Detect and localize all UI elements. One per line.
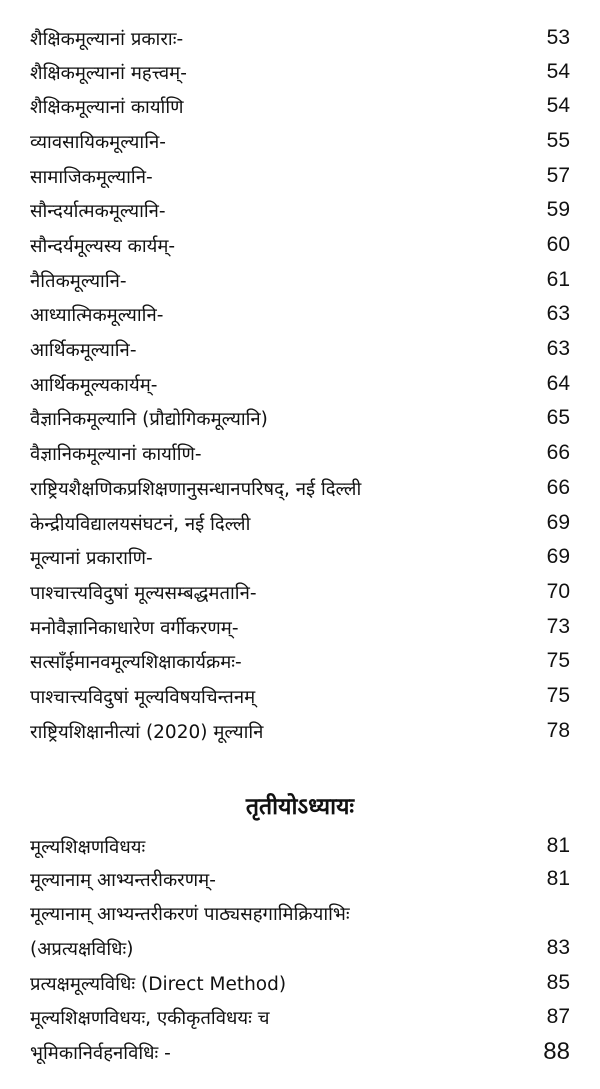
toc-entry-page: 53 — [546, 26, 570, 49]
toc-entry-page: 69 — [546, 545, 570, 568]
toc-entry — [30, 263, 570, 297]
toc-entry-title: राष्ट्रियशैक्षणिकप्रशिक्षणानुसन्धानपरिषद्, नई दिल्ली — [30, 478, 362, 500]
toc-entry-title: शैक्षिकमूल्यानां कार्याणि — [30, 96, 184, 118]
toc-entry — [30, 644, 570, 678]
toc-entry-title: नैतिकमूल्यानि- — [30, 270, 127, 292]
toc-entry-title: व्यावसायिकमूल्यानि- — [30, 131, 166, 153]
toc-entry-title: सत्साँईमानवमूल्यशिक्षाकार्यक्रमः- — [30, 651, 242, 673]
toc-entry-page: 60 — [546, 233, 570, 256]
toc-entry — [30, 89, 570, 123]
toc-entry-page: 70 — [546, 580, 570, 603]
toc-entry-title: मूल्यानां प्रकाराणि- — [30, 547, 153, 569]
chapter-heading: तृतीयोऽध्यायः — [245, 794, 355, 820]
toc-entry-title: पाश्चात्त्यविदुषां मूल्यसम्बद्धमतानि- — [30, 582, 257, 604]
toc-entry-page: 65 — [546, 406, 570, 429]
toc-entry — [30, 228, 570, 262]
toc-entry-title: आर्थिकमूल्यानि- — [30, 339, 137, 361]
toc-entry-title: सौन्दर्यात्मकमूल्यानि- — [30, 200, 166, 222]
toc-entry-title: शैक्षिकमूल्यानां प्रकाराः- — [30, 28, 184, 50]
toc-entry-page: 63 — [546, 302, 570, 325]
toc-entry-title: वैज्ञानिकमूल्यानि (प्रौद्योगिकमूल्यानि) — [30, 408, 268, 430]
toc-entry — [30, 159, 570, 193]
toc-entry — [30, 575, 570, 609]
toc-entry-title: आध्यात्मिकमूल्यानि- — [30, 304, 164, 326]
toc-entry-title: पाश्चात्त्यविदुषां मूल्यविषयचिन्तनम् — [30, 686, 256, 708]
toc-entry-title: केन्द्रीयविद्यालयसंघटनं, नई दिल्ली — [30, 513, 251, 535]
toc-entry-page: 54 — [546, 60, 570, 83]
toc-entry — [30, 829, 570, 863]
toc-entry — [30, 21, 570, 55]
toc-entry — [30, 401, 570, 435]
toc-entry — [30, 193, 570, 227]
toc-entry — [30, 540, 570, 574]
toc-entry — [30, 679, 570, 713]
toc-entry-title: आर्थिकमूल्यकार्यम्- — [30, 374, 158, 396]
toc-entry-page: 81 — [546, 867, 570, 890]
toc-entry — [30, 297, 570, 331]
toc-entry — [30, 931, 570, 965]
toc-entry-page: 75 — [546, 684, 570, 707]
toc-entry — [30, 714, 570, 748]
toc-entry — [30, 55, 570, 89]
toc-entry-page: 78 — [546, 719, 570, 742]
toc-entry-title: मूल्यशिक्षणविधयः — [30, 836, 146, 858]
toc-entry-page: 88 — [543, 1038, 570, 1065]
toc-entry — [30, 332, 570, 366]
toc-entry — [30, 966, 570, 1000]
toc-entry-page: 57 — [546, 164, 570, 187]
toc-entry — [30, 471, 570, 505]
toc-entry-page: 81 — [546, 834, 570, 857]
toc-entry-page: 73 — [546, 615, 570, 638]
toc-entry-page: 69 — [546, 511, 570, 534]
toc-entry-title: मूल्यानाम् आभ्यन्तरीकरणं पाठ्यसहगामिक्रियाभिः — [30, 903, 350, 925]
toc-entry-page: 85 — [546, 971, 570, 994]
toc-entry — [30, 436, 570, 470]
toc-entry-title: वैज्ञानिकमूल्यानां कार्याणि- — [30, 443, 202, 465]
toc-entry-title: प्रत्यक्षमूल्यविधिः (Direct Method) — [30, 973, 287, 995]
toc-entry-title: मूल्यानाम् आभ्यन्तरीकरणम्- — [30, 869, 216, 891]
toc-entry-title: सौन्दर्यमूल्यस्य कार्यम्- — [30, 235, 176, 257]
toc-entry-title: (अप्रत्यक्षविधिः) — [30, 938, 134, 960]
toc-entry — [30, 124, 570, 158]
toc-entry — [30, 896, 570, 930]
toc-entry-title: शैक्षिकमूल्यानां महत्त्वम्- — [30, 62, 187, 84]
toc-entry — [30, 862, 570, 896]
toc-entry-page: 64 — [546, 372, 570, 395]
toc-entry-page: 66 — [546, 476, 570, 499]
toc-entry-page: 59 — [546, 198, 570, 221]
toc-entry-page: 66 — [546, 441, 570, 464]
toc-entry-page: 63 — [546, 337, 570, 360]
toc-entry — [30, 1000, 570, 1034]
toc-entry — [30, 1035, 570, 1069]
toc-entry-title: मनोवैज्ञानिकाधारेण वर्गीकरणम्- — [30, 617, 239, 639]
toc-entry-title: मूल्यशिक्षणविधयः, एकीकृतविधयः च — [30, 1007, 270, 1029]
toc-entry-page: 61 — [546, 268, 570, 291]
toc-entry-title: भूमिकानिर्वहनविधिः - — [30, 1042, 171, 1064]
toc-entry — [30, 610, 570, 644]
toc-entry-page: 87 — [546, 1005, 570, 1028]
toc-entry-page: 54 — [546, 94, 570, 117]
toc-entry-title: राष्ट्रियशिक्षानीत्यां (2020) मूल्यानि — [30, 721, 264, 743]
toc-entry-page: 75 — [546, 649, 570, 672]
toc-entry-title: सामाजिकमूल्यानि- — [30, 166, 153, 188]
toc-entry — [30, 506, 570, 540]
toc-entry — [30, 367, 570, 401]
toc-entry-page: 55 — [546, 129, 570, 152]
toc-entry-page: 83 — [546, 936, 570, 959]
